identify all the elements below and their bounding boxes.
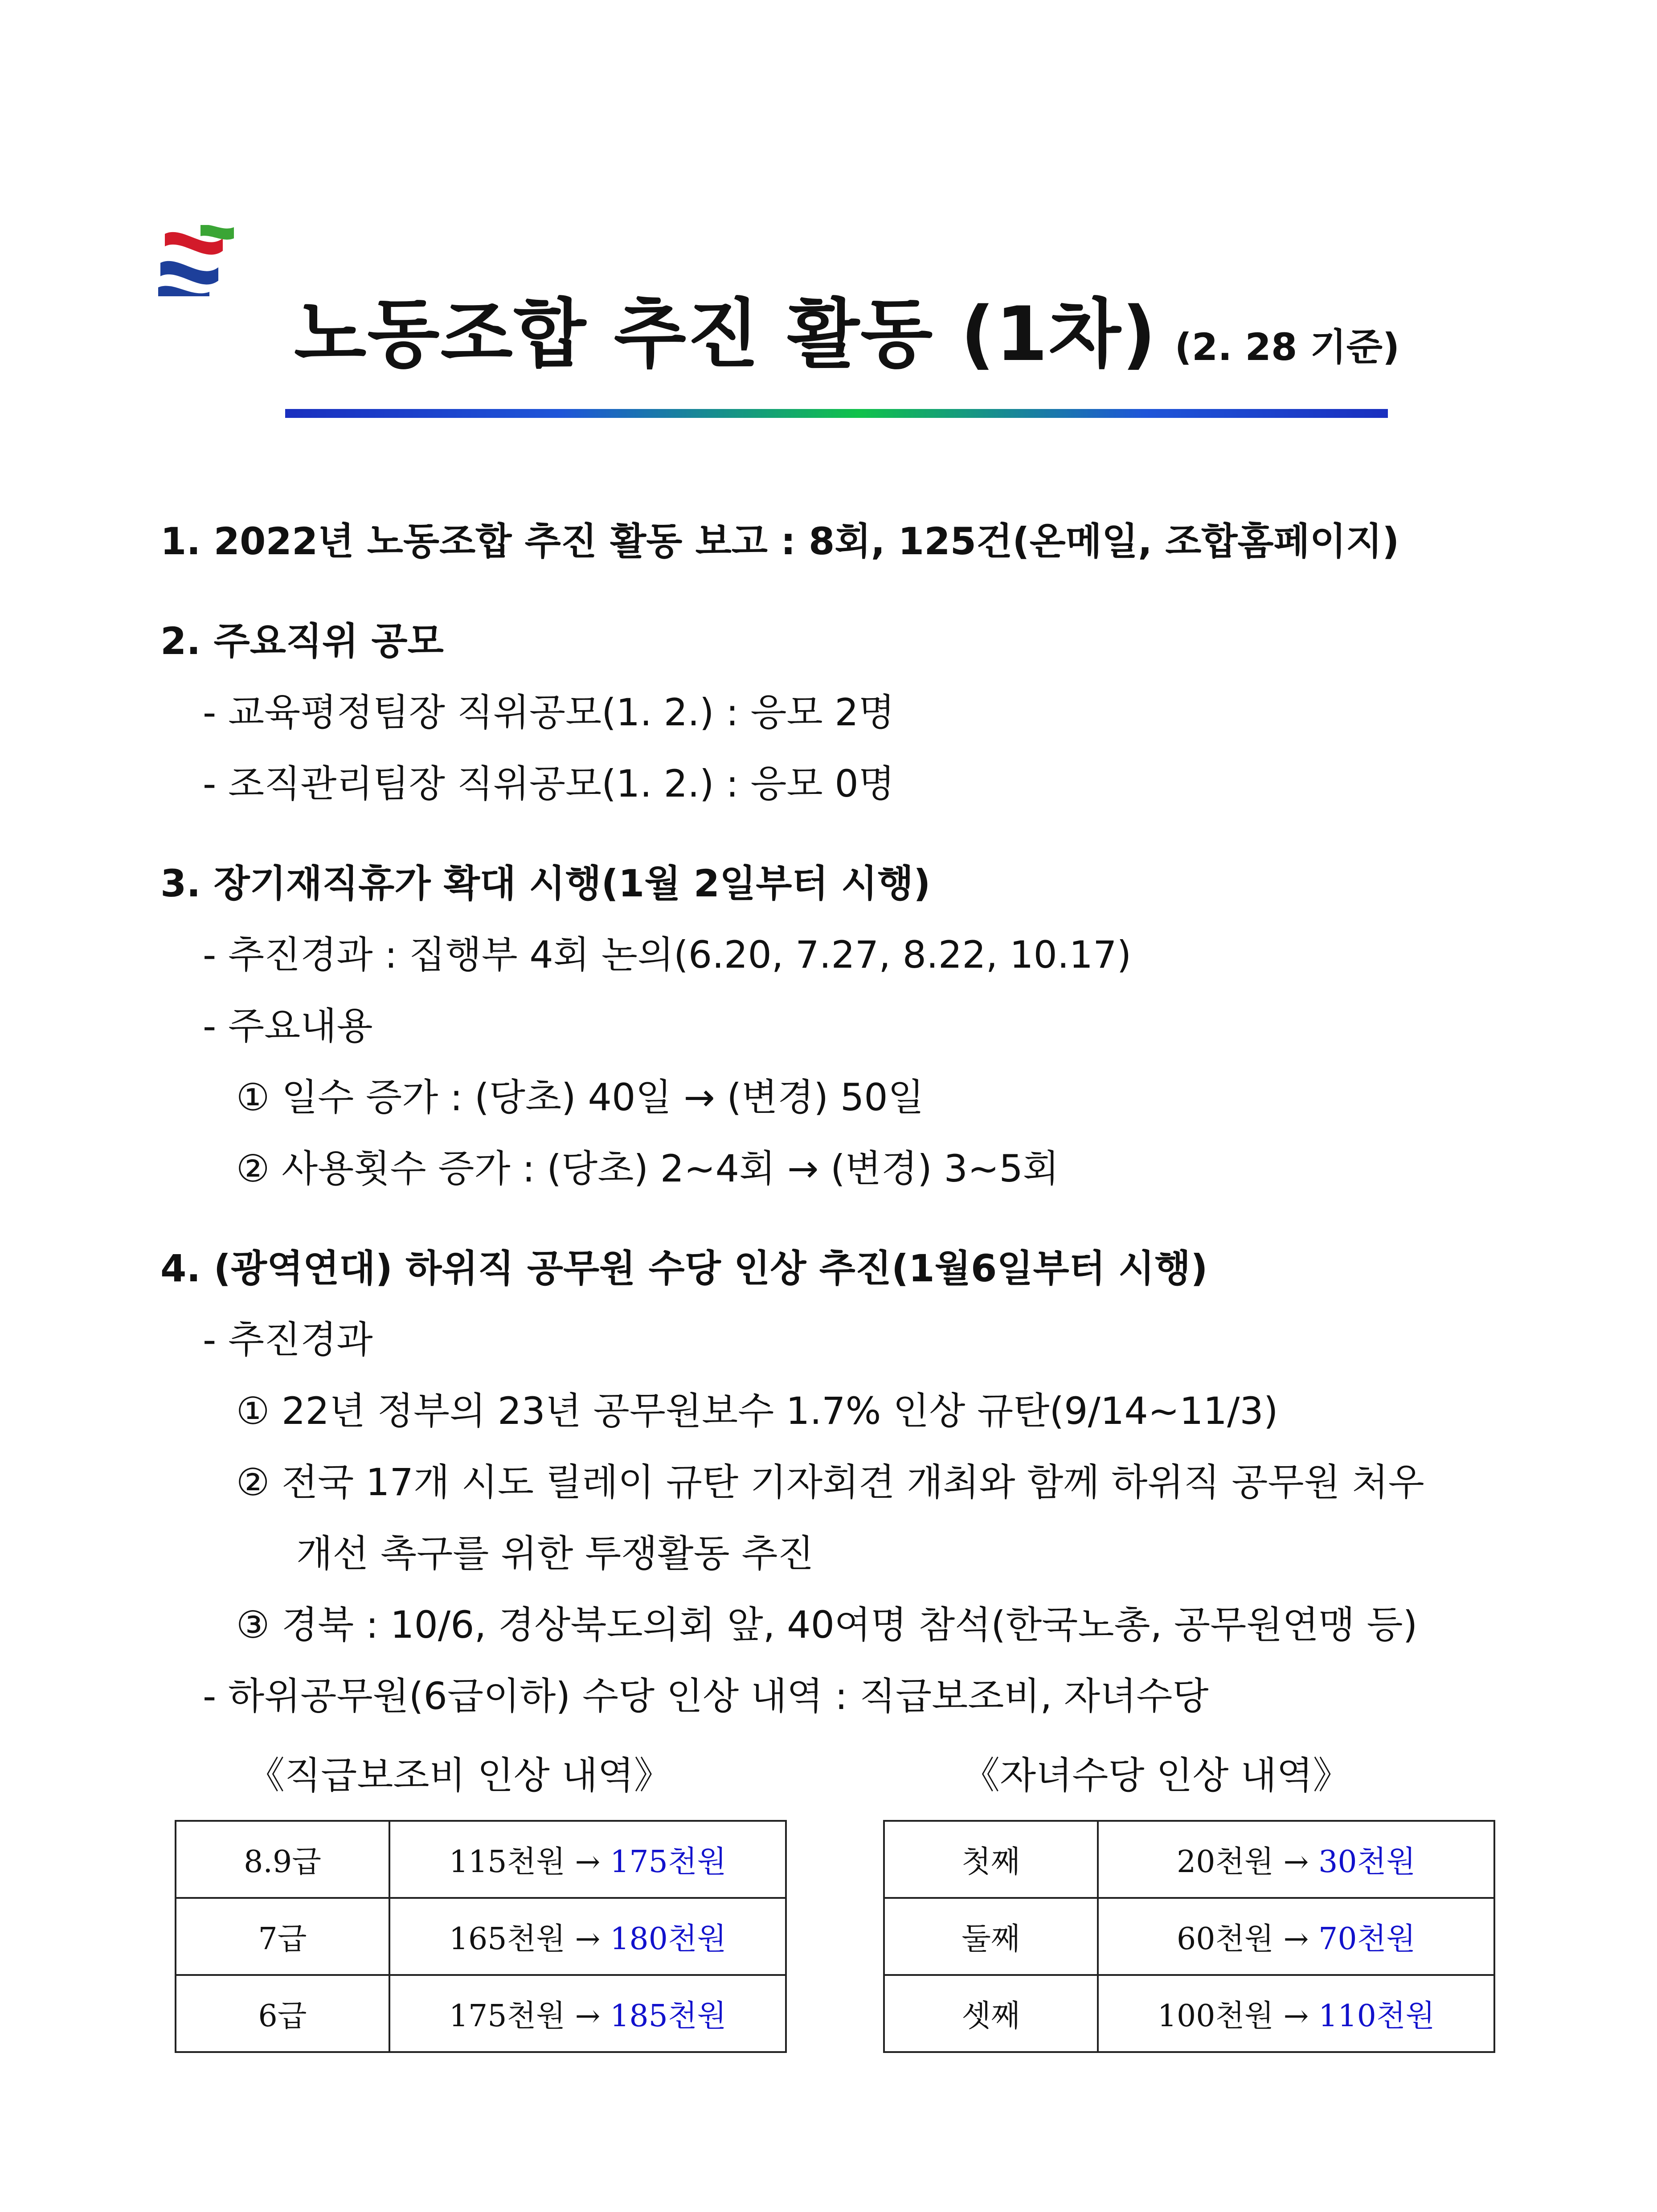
grade-cell: 8.9급 [176, 1821, 389, 1898]
grade-cell: 7급 [176, 1898, 389, 1975]
arrow: → [575, 1922, 601, 1957]
section-3-item: - 주요내용 [203, 1004, 373, 1048]
section-2-heading: 2. 주요직위 공모 [160, 619, 444, 663]
amount-before: 115천원 [449, 1844, 565, 1880]
amount-cell [1098, 1821, 1494, 1898]
section-1-heading: 1. 2022년 노동조합 추진 활동 보고 : 8회, 125건(온메일, 조합홈페이지) [160, 519, 1399, 563]
amount-cell [389, 1898, 786, 1975]
section-4-subitem: ① 22년 정부의 23년 공무원보수 1.7% 인상 규탄(9/14~11/3) [236, 1389, 1278, 1433]
amount-before: 175천원 [449, 1999, 565, 2034]
arrow: → [1283, 1922, 1309, 1957]
amount-after: 180천원 [610, 1922, 727, 1957]
section-4-item: - 추진경과 [203, 1318, 373, 1362]
section-4-subitem: ② 전국 17개 시도 릴레이 규탄 기자회견 개최와 함께 하위직 공무원 처우 [236, 1460, 1424, 1504]
amount-after: 70천원 [1318, 1922, 1416, 1957]
table-row [176, 1975, 786, 2052]
section-4-subitem: ③ 경북 : 10/6, 경상북도의회 앞, 40여명 참석(한국노총, 공무원연맹 등) [236, 1603, 1418, 1647]
table-row [176, 1898, 786, 1975]
amount-after: 110천원 [1318, 1999, 1435, 2034]
section-2-item: - 교육평정팀장 직위공모(1. 2.) : 응모 2명 [203, 691, 895, 734]
arrow: → [575, 1999, 601, 2034]
amount-after: 185천원 [610, 1999, 727, 2034]
title-underline [285, 409, 1388, 418]
table-row [884, 1975, 1494, 2052]
amount-after: 175천원 [610, 1844, 727, 1880]
amount-before: 100천원 [1157, 1999, 1274, 2034]
amount-before: 20천원 [1176, 1844, 1274, 1880]
child-order-cell: 둘째 [884, 1898, 1098, 1975]
amount-before: 60천원 [1176, 1922, 1274, 1957]
section-3-item: - 추진경과 : 집행부 4회 논의(6.20, 7.27, 8.22, 10.17) [203, 933, 1132, 977]
table-row [884, 1821, 1494, 1898]
allowance-table [175, 1820, 787, 2053]
allowance-table-caption: 《직급보조비 인상 내역》 [247, 1754, 671, 1797]
section-3-subitem: ② 사용횟수 증가 : (당초) 2~4회 → (변경) 3~5회 [236, 1147, 1059, 1190]
amount-cell [389, 1821, 786, 1898]
grade-cell: 6급 [176, 1975, 389, 2052]
amount-cell [389, 1975, 786, 2052]
title-date: (2. 28 기준) [1174, 325, 1400, 369]
section-2-item: - 조직관리팀장 직위공모(1. 2.) : 응모 0명 [203, 762, 895, 805]
table-row [176, 1821, 786, 1898]
arrow: → [1283, 1844, 1309, 1880]
section-3-heading: 3. 장기재직휴가 확대 시행(1월 2일부터 시행) [160, 862, 931, 905]
amount-cell [1098, 1975, 1494, 2052]
child-order-cell: 셋째 [884, 1975, 1098, 2052]
arrow: → [575, 1844, 601, 1880]
section-4-heading: 4. (광역연대) 하위직 공무원 수당 인상 추진(1월6일부터 시행) [160, 1247, 1208, 1290]
amount-after: 30천원 [1318, 1844, 1416, 1880]
page-title [294, 290, 1399, 392]
child-order-cell: 첫째 [884, 1821, 1098, 1898]
amount-cell [1098, 1898, 1494, 1975]
union-logo-icon [156, 225, 236, 296]
children-table [883, 1820, 1495, 2053]
arrow: → [1283, 1999, 1309, 2034]
section-4-item: - 하위공무원(6급이하) 수당 인상 내역 : 직급보조비, 자녀수당 [203, 1674, 1209, 1718]
table-row [884, 1898, 1494, 1975]
section-4-subitem-continued: 개선 촉구를 위한 투쟁활동 추진 [296, 1532, 814, 1575]
amount-before: 165천원 [449, 1922, 565, 1957]
title-main: 노동조합 추진 활동 (1차) [294, 290, 1157, 378]
section-3-subitem: ① 일수 증가 : (당초) 40일 → (변경) 50일 [236, 1075, 924, 1119]
children-table-caption: 《자녀수당 인상 내역》 [962, 1754, 1350, 1797]
